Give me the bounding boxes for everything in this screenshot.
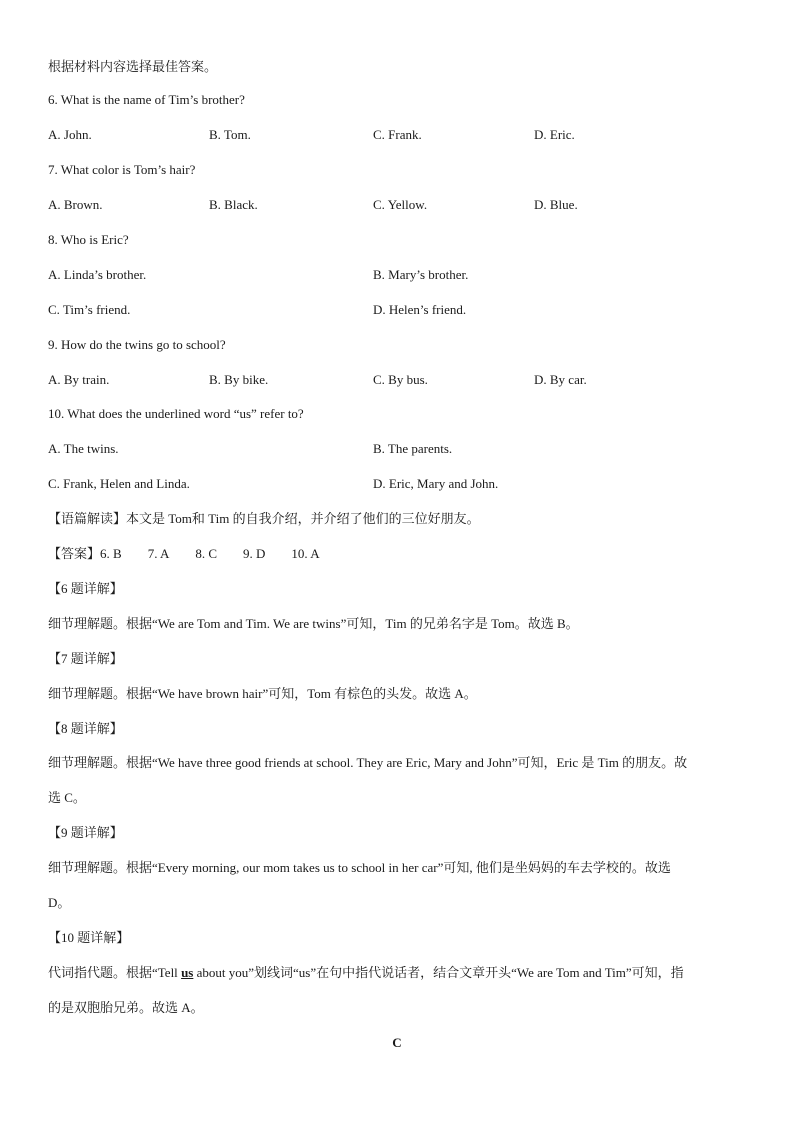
question-10-stem: 10. What does the underlined word “us” refer to? (48, 406, 304, 421)
question-10-option-a: A. The twins. (48, 441, 119, 456)
passage-note: 【语篇解读】本文是 Tom和 Tim 的自我介绍，并介绍了他们的三位好朋友。 (48, 511, 480, 526)
question-7-option-b: B. Black. (209, 197, 258, 212)
answer-item-10: 10. A (291, 546, 320, 561)
answer-item-6: 6. B (100, 546, 122, 561)
question-7-option-d: D. Blue. (534, 197, 578, 212)
question-7-option-c: C. Yellow. (373, 197, 428, 212)
question-10-option-b: B. The parents. (373, 441, 453, 456)
question-6-stem: 6. What is the name of Tim’s brother? (48, 92, 245, 107)
question-10-options-row1 (48, 439, 748, 459)
question-8-stem: 8. Who is Eric? (48, 232, 129, 247)
detail-6-heading: 【6 题详解】 (48, 581, 123, 596)
question-8-option-b: B. Mary’s brother. (373, 267, 469, 282)
detail-6-text: 细节理解题。根据“We are Tom and Tim. We are twins”可知，Tim 的兄弟名字是 Tom。故选 B。 (48, 616, 579, 631)
question-6-options (48, 125, 748, 145)
question-9-option-c: C. By bus. (373, 372, 428, 387)
answer-item-8: 8. C (195, 546, 218, 561)
answer-key (48, 544, 738, 564)
detail-8-text-line2: 选 C。 (48, 790, 86, 805)
question-9-option-a: A. By train. (48, 372, 110, 387)
question-8-options-row2 (48, 300, 748, 320)
question-10-options-row2 (48, 474, 748, 494)
detail-7-text: 细节理解题。根据“We have brown hair”可知，Tom 有棕色的头发。故选 A。 (48, 686, 477, 701)
detail-10-heading: 【10 题详解】 (48, 930, 130, 945)
question-10-option-c: C. Frank, Helen and Linda. (48, 476, 190, 491)
question-9-stem: 9. How do the twins go to school? (48, 337, 226, 352)
question-6-option-a: A. John. (48, 127, 92, 142)
underlined-word-us: us (181, 965, 194, 980)
question-9-option-d: D. By car. (534, 372, 587, 387)
question-7-option-a: A. Brown. (48, 197, 103, 212)
question-7-options (48, 195, 748, 215)
question-10-option-d: D. Eric, Mary and John. (373, 476, 499, 491)
question-9-options (48, 370, 748, 390)
question-8-option-a: A. Linda’s brother. (48, 267, 147, 282)
question-8-option-c: C. Tim’s friend. (48, 302, 131, 317)
detail-7-heading: 【7 题详解】 (48, 651, 123, 666)
detail-9-text-line2: D。 (48, 895, 71, 910)
answer-item-9: 9. D (243, 546, 266, 561)
detail-9-text-line1: 细节理解题。根据“Every morning, our mom takes us to school in her car”可知, 他们是坐妈妈的车去学校的。故选 (48, 860, 671, 875)
answer-key-label: 【答案】 (48, 546, 101, 561)
detail-10-text-before: 代词指代题。根据“Tell (48, 965, 182, 980)
question-6-option-c: C. Frank. (373, 127, 422, 142)
detail-9-heading: 【9 题详解】 (48, 825, 123, 840)
detail-10-text-after: about you”划线词“us”在句中指代说话者，结合文章开头“We are Tom and Tim”可知，指 (193, 965, 684, 980)
detail-8-heading: 【8 题详解】 (48, 721, 123, 736)
detail-8-text-line1: 细节理解题。根据“We have three good friends at school. They are Eric, Mary and John”可知，Eric 是 Tim 的朋友。故 (48, 755, 688, 770)
instruction-text: 根据材料内容选择最佳答案。 (48, 59, 218, 74)
answer-item-7: 7. A (147, 546, 170, 561)
next-section-letter: C (392, 1035, 402, 1050)
question-6-option-b: B. Tom. (209, 127, 251, 142)
question-6-option-d: D. Eric. (534, 127, 575, 142)
question-8-option-d: D. Helen’s friend. (373, 302, 467, 317)
detail-10-text-line1 (48, 963, 738, 983)
question-8-options-row1 (48, 265, 748, 285)
detail-10-text-line2: 的是双胞胎兄弟。故选 A。 (48, 1000, 204, 1015)
question-9-option-b: B. By bike. (209, 372, 269, 387)
question-7-stem: 7. What color is Tom’s hair? (48, 162, 196, 177)
